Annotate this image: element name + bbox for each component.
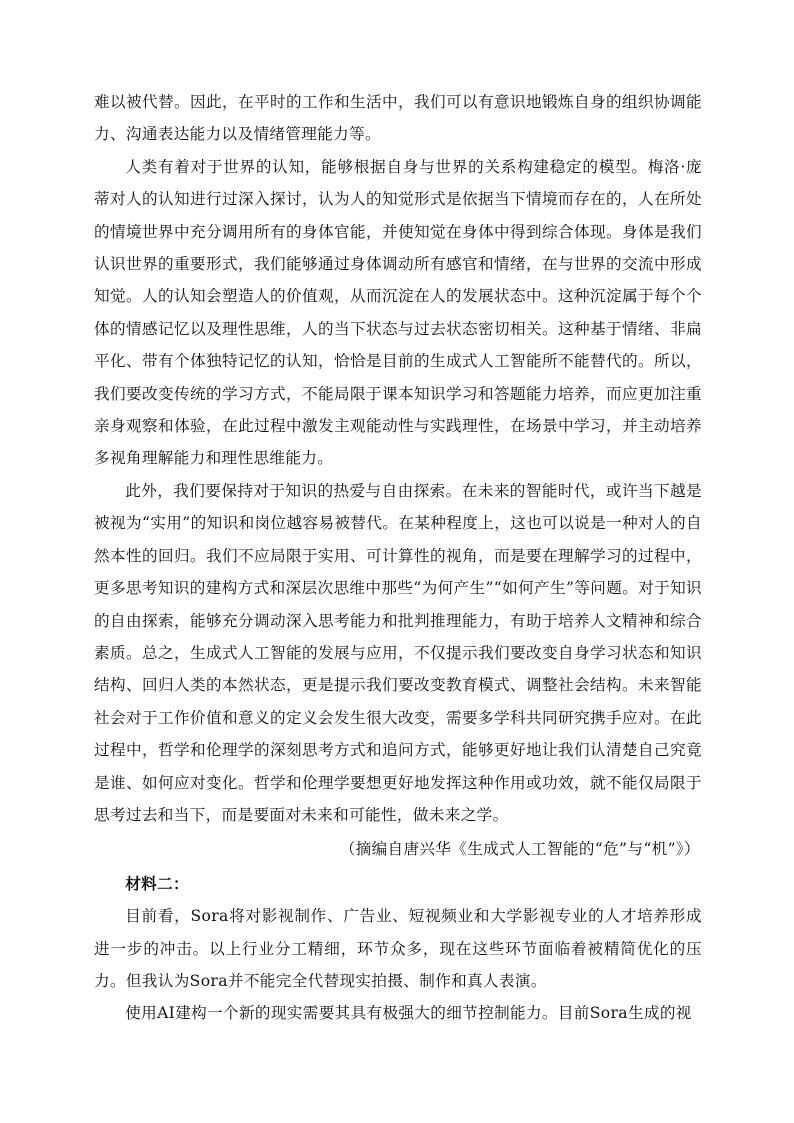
paragraph-sora-control: 使用AI建构一个新的现实需要其具有极强大的细节控制能力。目前Sora生成的视 [125,1004,692,1023]
paragraph-continuation: 难以被代替。因此，在平时的工作和生活中，我们可以有意识地锻炼自身的组织协调能力、沟通表达能力以及情绪管理能力等。 [94,93,702,144]
paragraph-knowledge: 此外，我们要保持对于知识的热爱与自由探索。在未来的智能时代，或许当下越是被视为“实用”的知识和岗位越容易被替代。在某种程度上，这也可以说是一种对人的自然本性的回归。我们不应局限于实用、可计算性的视角，而是要在理解学习的过程中，更多思考知识的建构方式和深层次思维中那些“为何产生”“如何产生”等问题。对于知识的自由探索，能够充分调动深入思考能力和批判推理能力，有助于培养人文精神和综合素质。总之，生成式人工智能的发展与应用，不仅提示我们要改变自身学习状态和知识结构、回归人类的本然状态，更是提示我们要改变教育模式、调整社会结构。未来智能社会对于工作价值和意义的定义会发生很大改变，需要多学科共同研究携手应对。在此过程中，哲学和伦理学的深刻思考方式和追问方式，能够更好地让我们认清楚自己究竟是谁、如何应对变化。哲学和伦理学要想更好地发挥这种作用或功效，就不能仅局限于思考过去和当下，而是要面对未来和可能性，做未来之学。 [94,481,702,824]
paragraph-cognition: 人类有着对于世界的认知，能够根据自身与世界的关系构建稳定的模型。梅洛·庞蒂对人的认知进行过深入探讨，认为人的知觉形式是依据当下情境而存在的，人在所处的情境世界中充分调用所有的身体官能，并使知觉在身体中得到综合体现。身体是我们认识世界的重要形式，我们能够通过身体调动所有感官和情绪，在与世界的交流中形成知觉。人的认知会塑造人的价值观，从而沉淀在人的发展状态中。这种沉淀属于每个个体的情感记忆以及理性思维，人的当下状态与过去状态密切相关。这种基于情绪、非扁平化、带有个体独特记忆的认知，恰恰是目前的生成式人工智能所不能替代的。所以，我们要改变传统的学习方式，不能局限于课本知识学习和答题能力培养，而应更加注重亲身观察和体验，在此过程中激发主观能动性与实践理性，在场景中学习，并主动培养多视角理解能力和理性思维能力。 [94,157,702,468]
paragraph-sora-impact: 目前看，Sora将对影视制作、广告业、短视频业和大学影视专业的人才培养形成进一步的冲击。以上行业分工精细，环节众多，现在这些环节面临着被精简优化的压力。但我认为Sora并不能完全代替现实拍摄、制作和真人表演。 [94,907,702,990]
document-page [94,86,702,1030]
material-two-heading: 材料二： [125,873,189,893]
source-citation: （摘编自唐兴华《生成式人工智能的“危”与“机”》） [339,840,700,859]
